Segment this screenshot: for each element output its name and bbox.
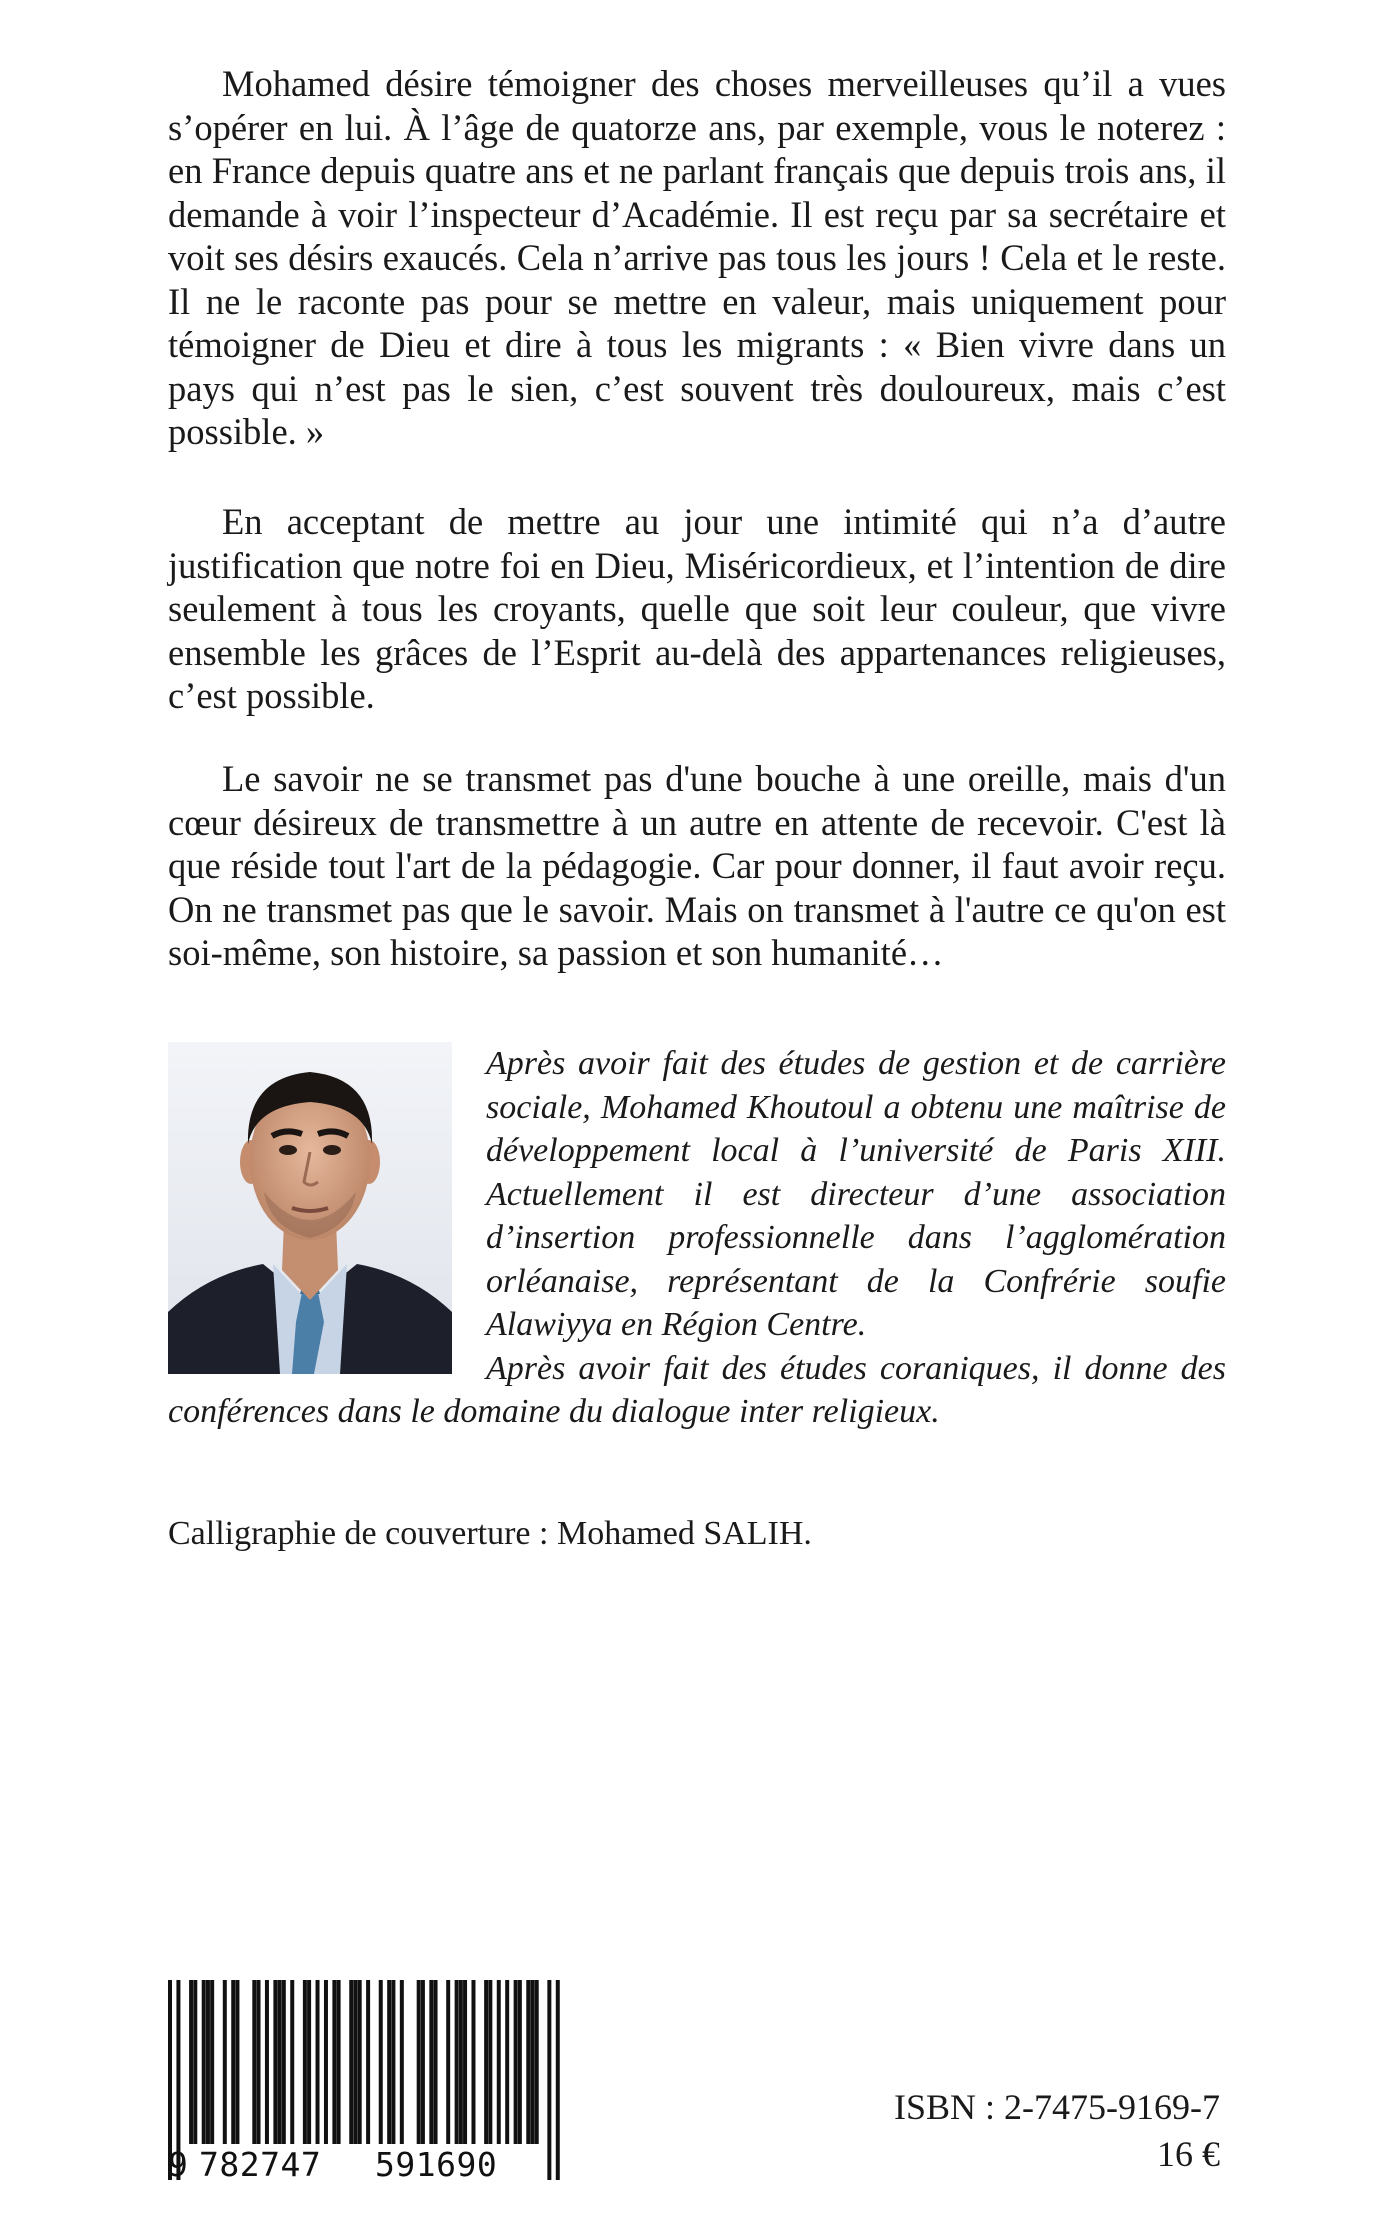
summary-paragraph-3: Le savoir ne se transmet pas d'une bouche à une oreille, mais d'un cœur désireux de transmettre à un autre en attente de recevoir. C'est là que réside tout l'art de la pédagogie. Car pour donner, il faut avoir reçu. On ne transmet pas que le savoir. Mais on transmet à l'autre ce qu'on est soi-même, son histoire, sa passion et son humanité… (168, 758, 1226, 973)
barcode-bar (434, 1980, 438, 2144)
barcode-bar (202, 1980, 206, 2144)
barcode-bar (316, 1980, 320, 2144)
barcode-bar (273, 1980, 277, 2144)
barcode-bar (231, 1980, 235, 2144)
cover-calligraphy-credit: Calligraphie de couverture : Mohamed SALIH. (168, 1515, 812, 1552)
summary-paragraph-2: En acceptant de mettre au jour une intimité qui n’a d’autre justification que notre foi en Dieu, Miséricordieux, et l’intention de dire seulement à tous les croyants, quelle que soit leur couleur, que vivre ensemble les grâces de l’Esprit au-delà des appartenances religieuses, c’est possible. (168, 501, 1226, 716)
barcode-bar (290, 1980, 294, 2144)
barcode-bar (206, 1980, 210, 2144)
barcode-bar (429, 1980, 433, 2144)
barcode-bar (505, 1980, 509, 2144)
barcode-bar (484, 1980, 488, 2144)
barcode-bar (349, 1980, 353, 2144)
book-price: 16 € (1157, 2134, 1220, 2174)
barcode-bar (366, 1980, 370, 2144)
barcode-bar (387, 1980, 391, 2144)
barcode-bar (278, 1980, 282, 2144)
barcode-bar (193, 1980, 197, 2144)
barcode-bar (421, 1980, 425, 2144)
barcode-bar (324, 1980, 328, 2144)
barcode-bar (332, 1980, 336, 2144)
barcode-digits (168, 2146, 560, 2184)
barcode-bar (210, 1980, 214, 2144)
author-portrait-image (168, 1042, 452, 1374)
author-bio-paragraph-1: Après avoir fait des études de gestion et de carrière sociale, Mohamed Khoutoul a obtenu une maîtrise de développement local à l’université de Paris XIII. Actuellement il est directeur d’une association d’insertion professionnelle dans l’agglomération orléanaise, représentant de la Confrérie soufie Alawiyya en Région Centre. (486, 1045, 1226, 1343)
barcode-bar (379, 1980, 383, 2144)
barcode-bar (455, 1980, 459, 2144)
barcode-bar (530, 1980, 534, 2144)
barcode-bar (282, 1980, 286, 2144)
barcode-bar (257, 1980, 261, 2144)
barcode-bar (265, 1980, 269, 2144)
barcode-bar (535, 1980, 539, 2144)
barcode-bar (252, 1980, 256, 2144)
barcode-bar (446, 1980, 450, 2144)
barcode-bar (337, 1980, 341, 2144)
barcode-bar (235, 1980, 239, 2144)
barcode-bar (353, 1980, 357, 2144)
barcode-digit-group-1: 782747 (196, 2146, 324, 2184)
barcode-bar (463, 1980, 467, 2144)
author-bio-block (168, 1042, 1226, 1434)
barcode-bar (471, 1980, 475, 2144)
barcode-bar (307, 1980, 311, 2144)
barcode-bar (459, 1980, 463, 2144)
barcode-bar (526, 1980, 530, 2144)
summary-paragraph-1: Mohamed désire témoigner des choses merveilleuses qu’il a vues s’opérer en lui. À l’âge de quatorze ans, par exemple, vous le noterez : en France depuis quatre ans et ne parlant français que depuis trois ans, il demande à voir l’inspecteur d’Académie. Il est reçu par sa secrétaire et voit ses désirs exaucés. Cela n’arrive pas tous les jours ! Cela et le reste. Il ne le raconte pas pour se mettre en valeur, mais uniquement pour témoigner de Dieu et dire à tous les migrants : « Bien vivre dans un pays qui n’est pas le sien, c’est souvent très douloureux, mais c’est possible. » (168, 63, 1226, 452)
barcode-bar (223, 1980, 227, 2144)
barcode-bar (514, 1980, 518, 2144)
barcode-bar (488, 1980, 492, 2144)
barcode-bar (497, 1980, 501, 2144)
barcode-bar (518, 1980, 522, 2144)
barcode-first-digit: 9 (168, 2145, 189, 2184)
barcode-bar (400, 1980, 404, 2144)
barcode-bar (303, 1980, 307, 2144)
barcode-digit-group-2: 591690 (372, 2146, 500, 2184)
isbn-number: ISBN : 2-7475-9169-7 (894, 2087, 1220, 2127)
barcode-bar (358, 1980, 362, 2144)
author-photo (168, 1042, 452, 1374)
barcode-bar (189, 1980, 193, 2144)
barcode-bar (391, 1980, 395, 2144)
author-bio-paragraph-2: Après avoir fait des études coraniques, il donne des conférences dans le domaine du dialogue inter religieux. (168, 1349, 1226, 1430)
barcode-bar (417, 1980, 421, 2144)
